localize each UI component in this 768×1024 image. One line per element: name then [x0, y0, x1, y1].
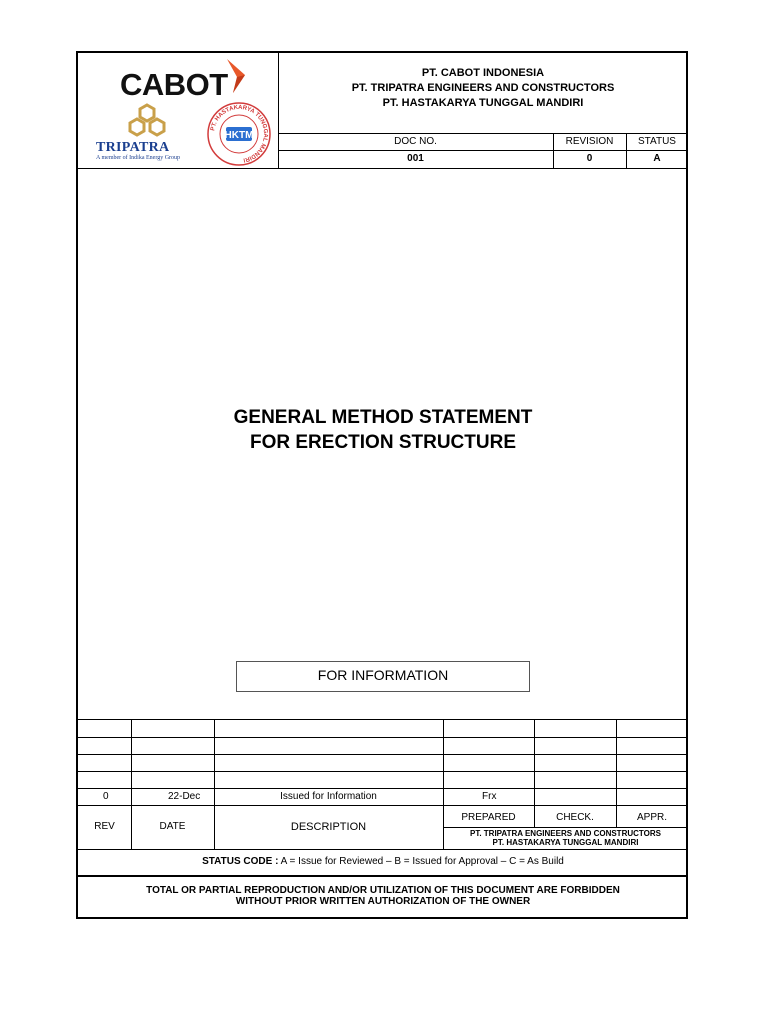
status-label: STATUS: [638, 136, 676, 147]
tripatra-logo: TRIPATRA: [96, 140, 170, 155]
rev-header-description: DESCRIPTION: [290, 821, 367, 833]
hktm-center-text: HKTM: [224, 130, 254, 141]
status-code-label: STATUS CODE :: [202, 856, 279, 867]
rev-row-line-2: [78, 754, 688, 755]
doc-no-value: 001: [407, 153, 424, 164]
revision-label: REVISION: [565, 136, 614, 147]
company-name-2: PT. TRIPATRA ENGINEERS AND CONSTRUCTORS: [351, 82, 615, 94]
company-names: [278, 66, 688, 111]
document-title: [78, 405, 688, 455]
rev-row-line-5: [78, 805, 688, 806]
status-value: A: [653, 153, 661, 164]
cabot-logo: CABOT: [120, 67, 228, 102]
rev-col-5: [616, 719, 617, 827]
title-line-2: FOR ERECTION STRUCTURE: [250, 432, 516, 453]
logo-area: [78, 53, 278, 168]
rev-sign-line: [443, 827, 688, 828]
rev-header-rev: REV: [94, 821, 115, 832]
rev-header-company: [443, 829, 688, 847]
purpose-box: FOR INFORMATION: [236, 661, 530, 692]
rev-entry-date: 22-Dec: [168, 791, 201, 802]
rev-entry-prepared: Frx: [482, 791, 497, 802]
hktm-ring-text: PT. HASTAKARYA TUNGGAL MANDIRI: [210, 104, 269, 163]
tripatra-hex-icon: [124, 103, 170, 137]
rev-table-bottom: [78, 849, 688, 850]
footer-notice: [78, 885, 688, 907]
footer-line-1: TOTAL OR PARTIAL REPRODUCTION AND/OR UTILIZATION OF THIS DOCUMENT ARE FORBIDDEN: [146, 885, 620, 896]
rev-row-line-3: [78, 771, 688, 772]
status-code-row: [78, 856, 688, 867]
company-name-3: PT. HASTAKARYA TUNGGAL MANDIRI: [382, 97, 584, 109]
rev-row-line-1: [78, 737, 688, 738]
rev-company-line-2: PT. HASTAKARYA TUNGGAL MANDIRI: [492, 838, 639, 847]
rev-header-check: CHECK.: [556, 812, 594, 823]
hktm-seal-icon: [206, 101, 272, 167]
header-bottom-line: [78, 168, 688, 169]
document-frame: [76, 51, 688, 919]
rev-entry-rev: 0: [103, 791, 109, 802]
rev-header-appr: APPR.: [636, 812, 667, 823]
company-name-1: PT. CABOT INDONESIA: [421, 67, 545, 79]
status-code-text: A = Issue for Reviewed – B = Issued for Approval – C = As Build: [278, 856, 564, 867]
rev-entry-description: Issued for Information: [280, 791, 377, 802]
rev-header-date: DATE: [159, 821, 186, 832]
doc-no-label: DOC NO.: [394, 136, 437, 147]
rev-table-top: [78, 719, 688, 720]
rev-col-4: [534, 719, 535, 827]
rev-header-prepared: PREPARED: [461, 812, 516, 823]
tripatra-tagline: A member of Indika Energy Group: [96, 155, 181, 161]
revision-value: 0: [586, 153, 593, 164]
footer-line-2: WITHOUT PRIOR WRITTEN AUTHORIZATION OF THE OWNER: [235, 896, 531, 907]
rev-row-line-4: [78, 788, 688, 789]
rev-company-line-1: PT. TRIPATRA ENGINEERS AND CONSTRUCTORS: [470, 829, 661, 838]
cabot-flame-icon: [223, 59, 249, 95]
status-bottom-line: [78, 875, 688, 877]
title-line-1: GENERAL METHOD STATEMENT: [233, 407, 533, 428]
